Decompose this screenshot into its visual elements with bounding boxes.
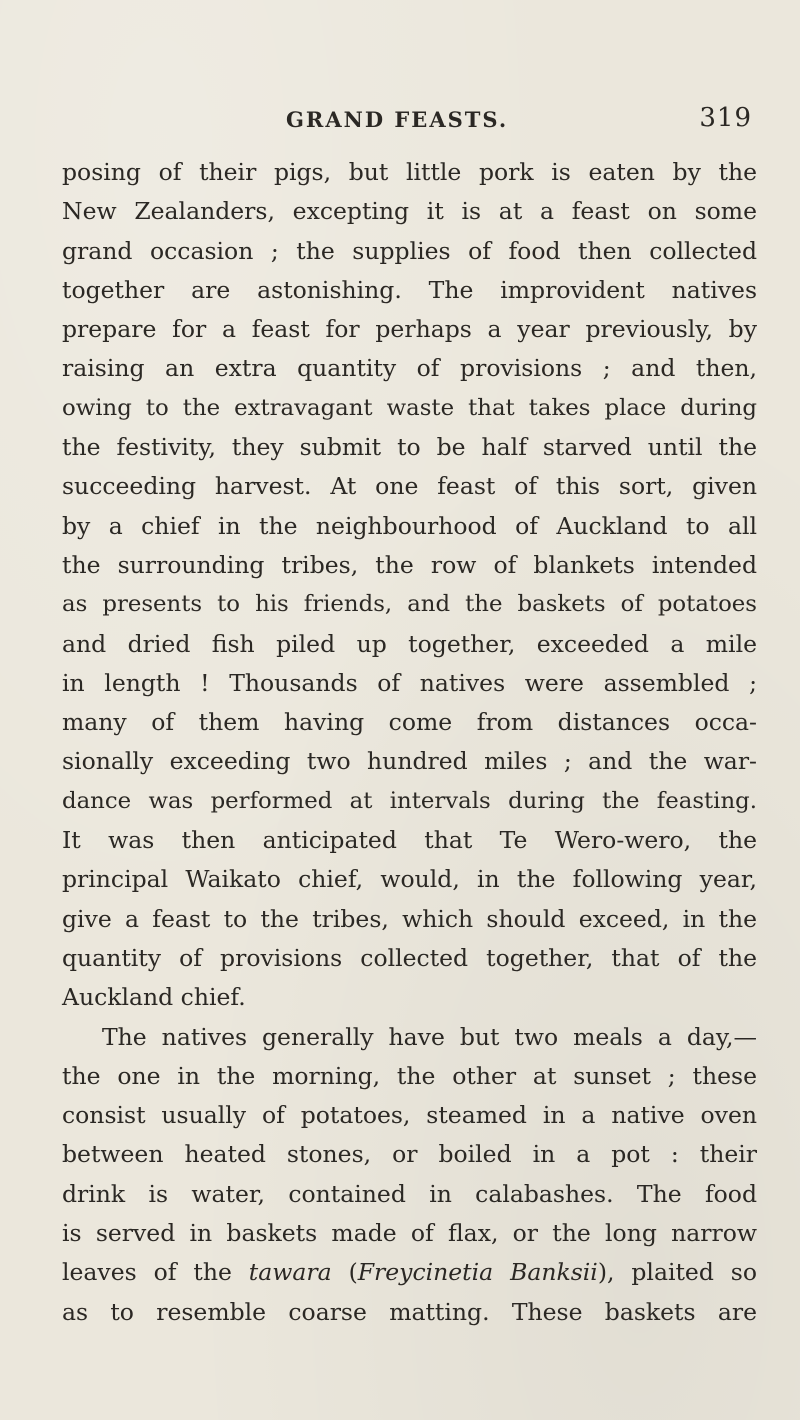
text-line: The natives generally have but two meals a day,— bbox=[102, 1022, 757, 1051]
text-line: between heated stones, or boiled in a pot : their bbox=[62, 1140, 757, 1169]
text-line: and dried fish piled up together, exceeded a mile bbox=[62, 629, 757, 658]
text-line: drink is water, contained in calabashes. The food bbox=[62, 1179, 757, 1208]
text-line: the surrounding tribes, the row of blankets intended bbox=[62, 550, 757, 579]
text-line: together are astonishing. The improvident natives bbox=[62, 275, 757, 304]
text-line: New Zealanders, excepting it is at a feast on some bbox=[62, 197, 757, 226]
text-line: the one in the morning, the other at sunset ; these bbox=[62, 1061, 757, 1090]
text-line: raising an extra quantity of provisions ; and then, bbox=[62, 354, 757, 383]
running-title: GRAND FEASTS. bbox=[286, 107, 509, 132]
text-line: by a chief in the neighbourhood of Auckland to all bbox=[62, 511, 757, 540]
text-line: posing of their pigs, but little pork is eaten by the bbox=[62, 158, 757, 186]
text-run: leaves of the bbox=[62, 1258, 232, 1287]
text-line: in length ! Thousands of natives were assembled ; bbox=[62, 668, 757, 697]
text-line: give a feast to the tribes, which should exceed, in the bbox=[62, 904, 757, 933]
text-line: It was then anticipated that Te Wero-wero, the bbox=[62, 826, 757, 855]
text-line: grand occasion ; the supplies of food then collected bbox=[62, 236, 757, 265]
page-number: 319 bbox=[699, 103, 752, 133]
text-line: owing to the extravagant waste that takes place during bbox=[62, 394, 757, 421]
text-run: ), plaited so bbox=[597, 1258, 757, 1287]
body-text bbox=[62, 153, 757, 1332]
text-line: as to resemble coarse matting. These baskets are bbox=[62, 1297, 757, 1326]
text-run: ( bbox=[348, 1258, 358, 1287]
text-line: sionally exceeding two hundred miles ; and the war- bbox=[62, 747, 757, 776]
text-line: quantity of provisions collected together, that of the bbox=[62, 943, 757, 972]
text-line-mixed bbox=[62, 1253, 757, 1292]
text-line: is served in baskets made of flax, or the long narrow bbox=[62, 1219, 757, 1248]
text-line: principal Waikato chief, would, in the following year, bbox=[62, 865, 757, 894]
text-line: succeeding harvest. At one feast of this sort, given bbox=[62, 472, 757, 501]
text-run-italic: Freycinetia Banksii bbox=[357, 1258, 598, 1287]
text-line: the festivity, they submit to be half starved until the bbox=[62, 433, 757, 462]
text-line: dance was performed at intervals during the feasting. bbox=[62, 787, 757, 814]
text-line: Auckland chief. bbox=[62, 983, 246, 1012]
text-run-italic: tawara bbox=[248, 1258, 332, 1287]
text-line: consist usually of potatoes, steamed in a native oven bbox=[62, 1101, 757, 1130]
running-head bbox=[62, 103, 754, 139]
text-line: as presents to his friends, and the baskets of potatoes bbox=[62, 591, 757, 618]
text-line: prepare for a feast for perhaps a year previously, by bbox=[62, 315, 757, 344]
text-line: many of them having come from distances occa- bbox=[62, 708, 757, 737]
